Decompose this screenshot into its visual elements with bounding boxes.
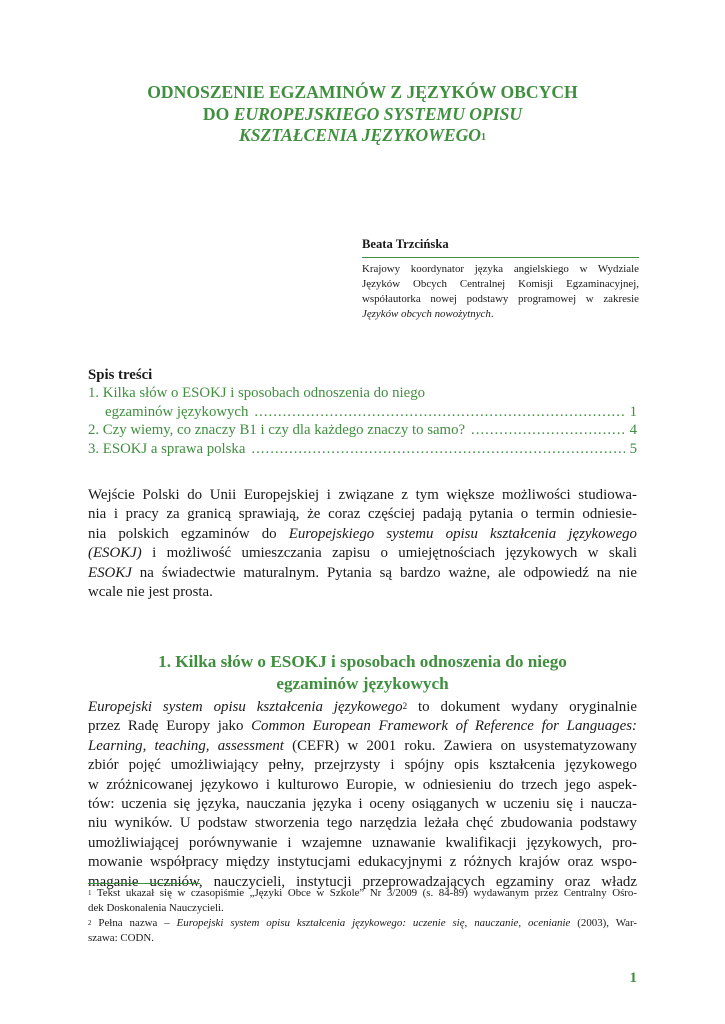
author-desc-line: Języków Obcych Centralnej Komisji Egzaminacyjnej, [362, 278, 639, 290]
author-desc-line: Krajowy koordynator języka angielskiego w Wydziale [362, 263, 639, 275]
footnote-1-continued: dek Doskonalenia Nauczycieli. [88, 902, 224, 914]
toc-page-number: 5 [629, 440, 637, 457]
footnote-divider [88, 883, 200, 884]
toc-title: Spis treści [88, 367, 153, 383]
toc-page-number: 4 [629, 422, 637, 439]
page-number: 1 [629, 970, 637, 986]
author-desc-line: współautorka nowej podstawy programowej w zakresie [362, 293, 639, 305]
toc-item-1[interactable]: 1. Kilka słów o ESOKJ i sposobach odnoszenia do niego [88, 385, 426, 401]
table-of-contents [88, 366, 637, 458]
section-1-heading: 1. Kilka słów o ESOKJ i sposobach odnoszenia do niego egzaminów językowych [158, 652, 567, 693]
title-line-3: KSZTAŁCENIA JĘZYKOWEGO$^1$ [239, 125, 486, 145]
footnote-ref-1[interactable]: 1 [480, 132, 486, 143]
intro-paragraph: Wejście Polski do Unii Europejskiej i związane z tym większe możliwości studiowa- nia i pracy za granicą sprawiają, że coraz częściej padają pytania o termin odniesie- nia polskich egzaminów do Europejskiego systemu opisu kształcenia językowego (ESOKJ) i możliwość umieszczania zapisu o umiejętnościach językowych w skali ESOKJ na świadectwie maturalnym. Pytania są bardzo ważne, ale odpowiedź na nie wcale nie jest prosta. [88, 487, 637, 601]
toc-item-2[interactable]: 2. Czy wiemy, co znaczy B1 i czy dla każdego znaczy to samo? ..... 4 [88, 421, 637, 440]
author-name: Beata Trzcińska [362, 237, 449, 251]
title-line-1: ODNOSZENIE EGZAMINÓW Z JĘZYKÓW OBCYCH [147, 82, 578, 102]
section-1-paragraph: Europejski system opisu kształcenia językowego$^2$ to dokument wydany oryginalnie przez Radę Europy jako Common European Framework of Reference for Languages: Learning, teaching, assessment (CEFR) w 2001 roku. Zawiera on usystematyzowany zbiór pojęć umożliwiający pełny, przejrzysty i spójny opis kształcenia językowego w zróżnicowanej językowo i kulturowo Europie, w odniesieniu do trzech jego aspek- tów: uczenia się języka, nauczania języka i oceny osiąganych w uczeniu się i naucza- niu wyników. U podstaw stworzenia tego narzędzia leżała chęć zbudowania podstawy umożliwiającej porównywanie i wzajemne uznawanie kwalifikacji językowych, pro- mowanie współpracy między instytucjami edukacyjnymi z różnych krajów oraz wspo- maganie uczniów, nauczycieli, instytucji przeprowadzających egzaminy oraz władz [88, 699, 637, 890]
author-desc-line: Języków obcych nowożytnych. [362, 308, 494, 320]
toc-leader-dots [248, 403, 625, 422]
author-divider [362, 257, 639, 258]
toc-item-1-continued[interactable]: egzaminów językowych ..... 1 [88, 403, 637, 422]
toc-leader-dots [465, 421, 625, 440]
title-line-2: DO EUROPEJSKIEGO SYSTEMU OPISU [202, 103, 523, 124]
toc-page-number: 1 [629, 403, 637, 420]
author-block [362, 236, 639, 322]
toc-item-3[interactable]: 3. ESOKJ a sprawa polska ..... 5 [88, 440, 637, 459]
toc-leader-dots [245, 440, 625, 459]
footnote-1: $^1$ Tekst ukazał się w czasopiśmie „Języki Obce w Szkole” Nr 3/2009 (s. 84-89) wydawanym przez Centralny Ośro- [88, 887, 637, 899]
footnote-2: $^2$ Pełna nazwa – Europejski system opisu kształcenia językowego: uczenie się, nauczanie, ocenianie (2003), War- [88, 917, 638, 929]
article-title [88, 82, 637, 147]
footnotes [88, 886, 637, 946]
footnote-ref-2[interactable]: 2 [402, 701, 408, 711]
author-description [362, 262, 639, 322]
footnote-2-continued: szawa: CODN. [88, 932, 154, 944]
